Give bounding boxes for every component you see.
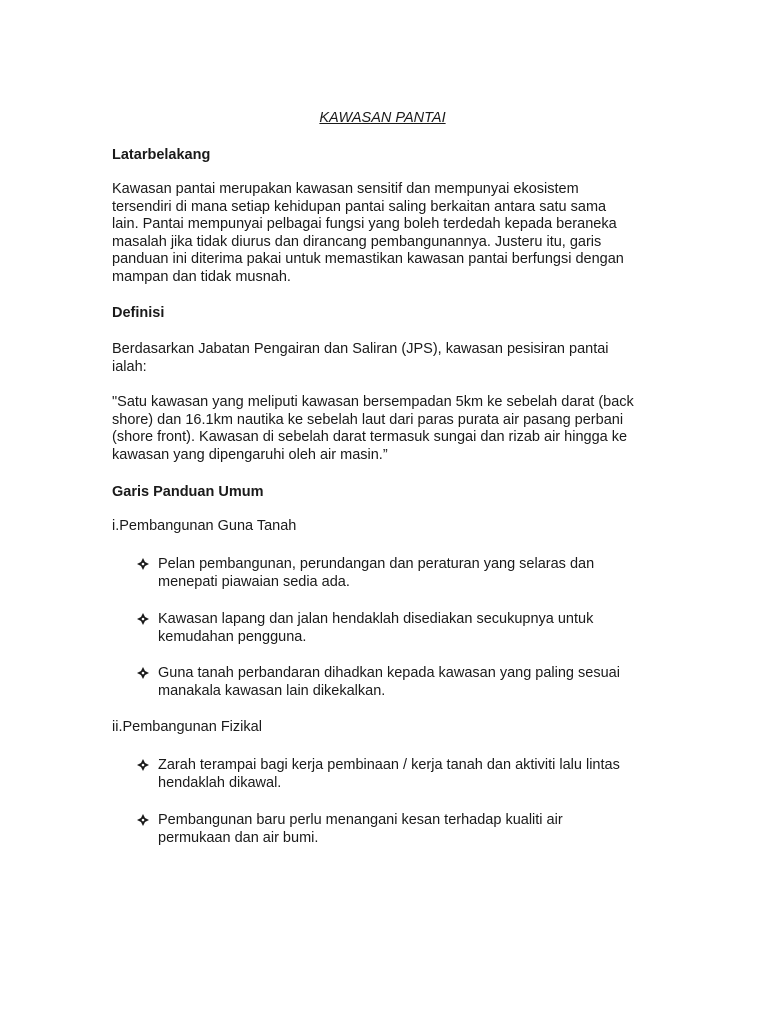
paragraph-line: mampan dan tidak musnah. [112, 268, 291, 285]
section-heading-garis-panduan: Garis Panduan Umum [112, 484, 264, 500]
paragraph-line: "Satu kawasan yang meliputi kawasan bersempadan 5km ke sebelah darat (back [112, 394, 634, 410]
diamond-bullet-icon [136, 612, 150, 626]
list-item-line: Pembangunan baru perlu menangani kesan terhadap kualiti air [158, 812, 563, 828]
subsection-label-guna-tanah [112, 518, 660, 536]
paragraph-line: lain. Pantai mempunyai pelbagai fungsi yang boleh terdedah kepada beraneka [112, 216, 617, 233]
list-item-line: permukaan dan air bumi. [158, 829, 319, 846]
diamond-bullet-icon [136, 813, 150, 827]
diamond-bullet-icon [136, 758, 150, 772]
subsection-label: ii.Pembangunan Fizikal [112, 719, 262, 735]
subsection-label-fizikal [112, 719, 660, 737]
document-title: KAWASAN PANTAI [319, 110, 446, 126]
list-item-line: Kawasan lapang dan jalan hendaklah disediakan secukupnya untuk [158, 611, 594, 627]
list-item-line: menepati piawaian sedia ada. [158, 573, 350, 590]
diamond-bullet-icon [136, 557, 150, 571]
paragraph-definisi-intro [112, 341, 660, 376]
paragraph-line: tersendiri di mana setiap kehidupan pantai saling berkaitan antara satu sama [112, 198, 607, 215]
section-heading-definisi: Definisi [112, 305, 165, 321]
paragraph-line: (shore front). Kawasan di sebelah darat termasuk sungai dan rizab air hingga ke [112, 429, 628, 446]
paragraph-definisi-quote [112, 394, 660, 464]
paragraph-line: shore) dan 16.1km nautika ke sebelah laut dari paras purata air pasang perbani [112, 411, 624, 428]
list-item-line: Zarah terampai bagi kerja pembinaan / kerja tanah dan aktiviti lalu lintas [158, 757, 620, 773]
list-item-line: manakala kawasan lain dikekalkan. [158, 682, 386, 699]
paragraph-line: kawasan yang dipengaruhi oleh air masin.” [112, 446, 388, 463]
paragraph-line: masalah jika tidak diurus dan dirancang pembangunannya. Justeru itu, garis [112, 233, 602, 250]
subsection-label: i.Pembangunan Guna Tanah [112, 518, 297, 534]
paragraph-line: Berdasarkan Jabatan Pengairan dan Saliran (JPS), kawasan pesisiran pantai [112, 341, 609, 357]
paragraph-latarbelakang [112, 181, 660, 287]
section-heading-latarbelakang: Latarbelakang [112, 147, 211, 163]
paragraph-line: panduan ini diterima pakai untuk memastikan kawasan pantai berfungsi dengan [112, 251, 624, 268]
list-item-line: kemudahan pengguna. [158, 628, 307, 645]
list-item-line: Guna tanah perbandaran dihadkan kepada kawasan yang paling sesuai [158, 665, 620, 681]
list-item-line: Pelan pembangunan, perundangan dan peraturan yang selaras dan [158, 556, 595, 572]
diamond-bullet-icon [136, 666, 150, 680]
paragraph-line: ialah: [112, 358, 147, 375]
list-item-line: hendaklah dikawal. [158, 774, 282, 791]
paragraph-line: Kawasan pantai merupakan kawasan sensitif dan mempunyai ekosistem [112, 181, 579, 197]
